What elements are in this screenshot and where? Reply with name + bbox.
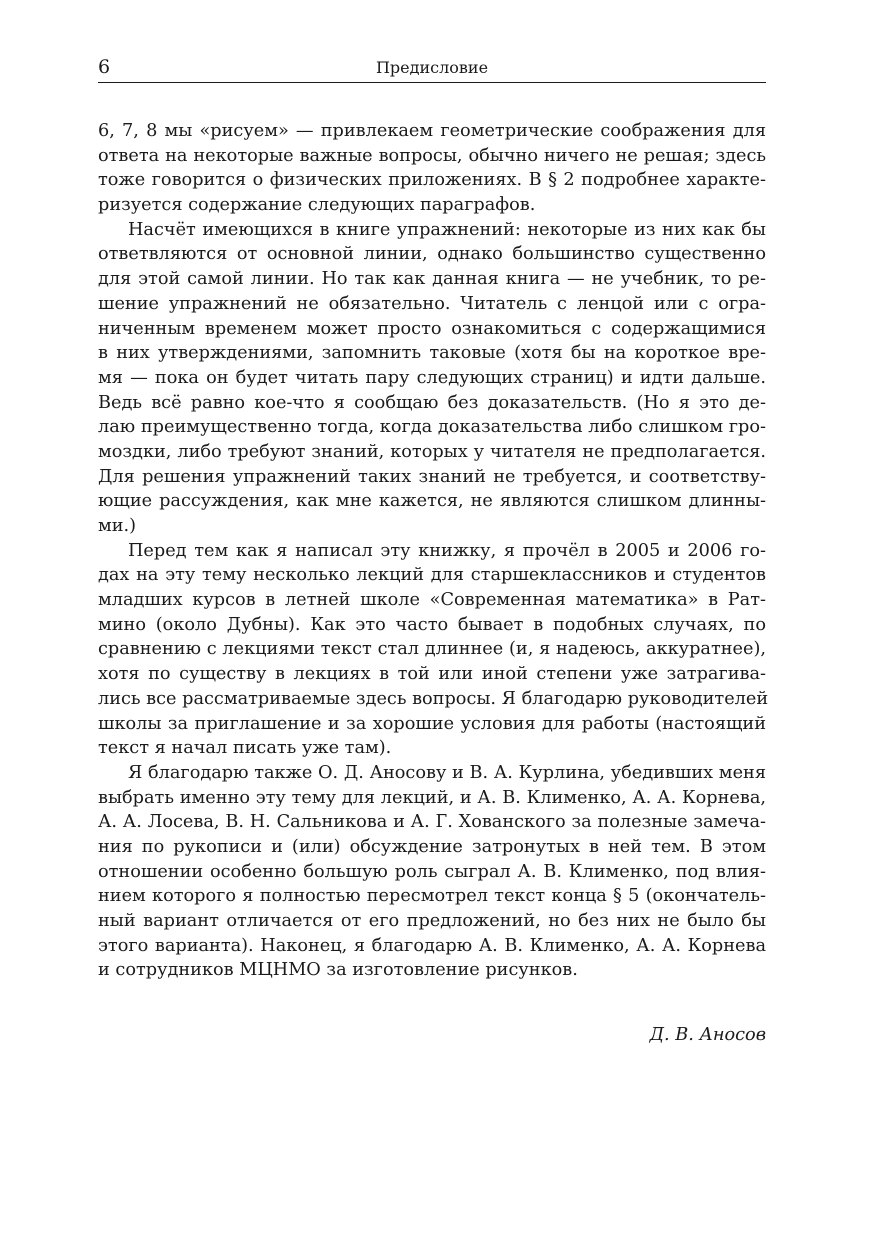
body-text bbox=[98, 119, 769, 983]
text-line: 6, 7, 8 мы «рисуем» — привлекаем геометрические соображения для bbox=[98, 121, 766, 141]
running-head bbox=[98, 52, 766, 83]
page-number: 6 bbox=[98, 56, 111, 78]
paragraph bbox=[98, 539, 769, 761]
text-line: школы за приглашение и за хорошие условия для работы (настоящий bbox=[98, 713, 766, 734]
author-signature: Д. В. Аносов bbox=[649, 1025, 766, 1046]
text-line: лись все рассматриваемые здесь вопросы. Я благодарю руководителей bbox=[98, 688, 769, 709]
text-line: мино (около Дубны). Как это часто бывает в подобных случаях, по bbox=[98, 614, 766, 635]
text-line: ответа на некоторые важные вопросы, обычно ничего не решая; здесь bbox=[98, 145, 766, 166]
text-line: отношении особенно большую роль сыграл А. В. Клименко, под влия- bbox=[98, 861, 766, 882]
text-line: Для решения упражнений таких знаний не требуется, и соответству- bbox=[98, 466, 766, 487]
text-line: дах на эту тему несколько лекций для старшеклассников и студентов bbox=[98, 565, 766, 586]
text-line: лаю преимущественно тогда, когда доказательства либо слишком гро- bbox=[98, 417, 766, 438]
text-line: Ведь всё равно кое-что я сообщаю без доказательств. (Но я это де- bbox=[98, 392, 766, 413]
text-line: текст я начал писать уже там). bbox=[98, 738, 392, 759]
text-line: этого варианта). Наконец, я благодарю А. В. Клименко, А. А. Корнева bbox=[98, 935, 766, 956]
text-line: ющие рассуждения, как мне кажется, не являются слишком длинны- bbox=[98, 491, 766, 512]
text-line: Перед тем как я написал эту книжку, я прочёл в 2005 и 2006 го- bbox=[128, 540, 766, 561]
text-line: моздки, либо требуют знаний, которых у читателя не предполагается. bbox=[98, 441, 766, 462]
text-line: ризуется содержание следующих параграфов. bbox=[98, 195, 536, 216]
text-line: нием которого я полностью пересмотрел текст конца § 5 (окончатель- bbox=[98, 886, 766, 907]
text-line: сравнению с лекциями текст стал длиннее (и, я надеюсь, аккуратнее), bbox=[98, 639, 766, 660]
book-page bbox=[98, 52, 769, 1047]
text-line: шение упражнений не обязательно. Читатель с ленцой или с огра- bbox=[98, 293, 766, 314]
text-line: младших курсов в летней школе «Современная математика» в Рат- bbox=[98, 590, 766, 611]
text-line: А. А. Лосева, В. Н. Сальникова и А. Г. Хованского за полезные замеча- bbox=[98, 812, 766, 833]
text-line: выбрать именно эту тему для лекций, и А. В. Клименко, А. А. Корнева, bbox=[98, 787, 766, 808]
text-line: Насчёт имеющихся в книге упражнений: некоторые из них как бы bbox=[128, 219, 766, 240]
text-line: хотя по существу в лекциях в той или иной степени уже затрагива- bbox=[98, 664, 766, 685]
text-line: ми.) bbox=[98, 516, 137, 536]
text-line: ответвляются от основной линии, однако большинство существенно bbox=[98, 244, 766, 265]
text-line: в них утверждениями, запомнить таковые (хотя бы на короткое вре- bbox=[98, 343, 766, 364]
text-line: для этой самой линии. Но так как данная книга — не учебник, то ре- bbox=[98, 269, 766, 290]
paragraph bbox=[98, 119, 766, 218]
paragraph bbox=[98, 218, 766, 539]
text-line: тоже говорится о физических приложениях. В § 2 подробнее характе- bbox=[98, 170, 766, 191]
text-line: ный вариант отличается от его предложений, но без них не было бы bbox=[98, 911, 766, 931]
running-title: Предисловие bbox=[375, 58, 489, 77]
text-line: ния по рукописи и (или) обсуждение затронутых в ней тем. В этом bbox=[98, 836, 766, 857]
text-line: мя — пока он будет читать пару следующих страниц) и идти дальше. bbox=[98, 367, 766, 388]
text-line: Я благодарю также О. Д. Аносову и В. А. Курлина, убедивших меня bbox=[128, 762, 766, 783]
text-line: и сотрудников МЦНМО за изготовление рисунков. bbox=[98, 960, 578, 981]
text-line: ниченным временем может просто ознакомиться с содержащимися bbox=[98, 318, 766, 339]
paragraph bbox=[98, 761, 766, 983]
